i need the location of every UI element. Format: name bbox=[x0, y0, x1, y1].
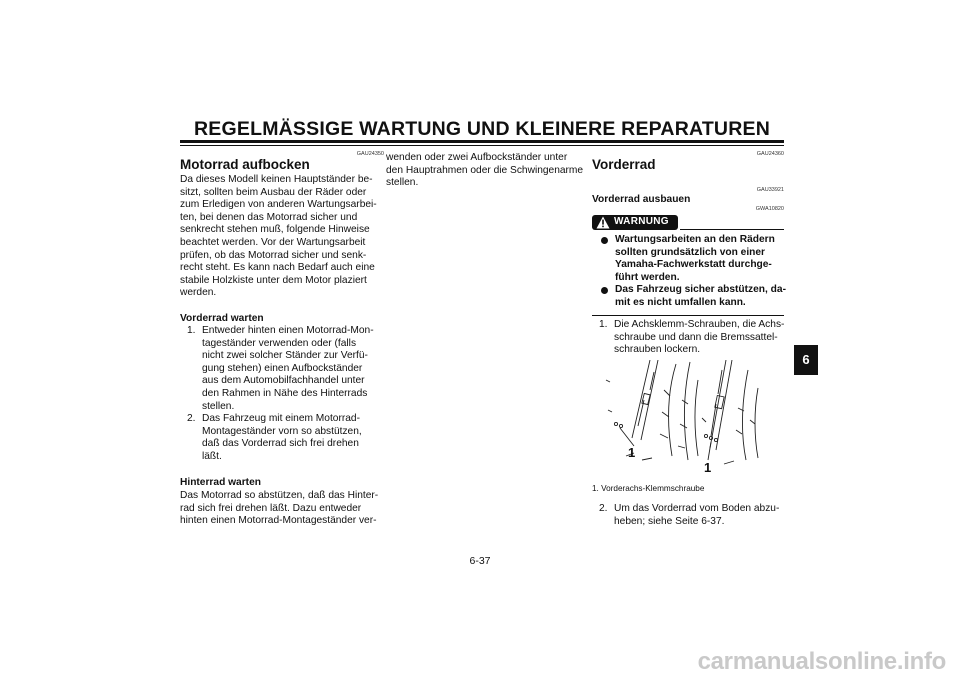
continued-paragraph: wenden oder zwei Aufbockständer unter den Hauptrahmen oder die Schwingenarme stellen. bbox=[386, 152, 584, 189]
warning-label: WARNUNG bbox=[614, 216, 669, 227]
page-number: 6-37 bbox=[469, 555, 491, 567]
watermark: carmanualsonline.info bbox=[697, 648, 946, 675]
subsection-heading-vorderrad-ausbauen: Vorderrad ausbauen bbox=[592, 194, 691, 205]
front-axle-illustration bbox=[598, 360, 778, 480]
rear-paragraph: Das Motorrad so abstützen, daß das Hinter- rad sich frei drehen läßt. Dazu entweder hinten einen Motorrad-Montageständer ver- bbox=[180, 490, 379, 527]
warning-triangle-icon bbox=[596, 216, 610, 229]
page-header-title: REGELMÄSSIGE WARTUNG UND KLEINERE REPARATUREN bbox=[194, 118, 770, 140]
intro-paragraph: Da dieses Modell keinen Hauptständer be- sitzt, sollten beim Ausbau der Räder oder zum Erledigen von anderen Wartungsarbei- ten, bei denen das Motorrad sicher und senkrecht stehen muß, folgende Hinweise beachtet werden. Vor der Wartungsarbeit prüfen, ob das Motorrad sicher und senk- recht steht. Es kann nach Bedarf auch eine stabile Holzkiste unter dem Motor plaziert werden. bbox=[180, 174, 377, 299]
warning-rule bbox=[680, 229, 784, 230]
chapter-tab: 6 bbox=[794, 345, 818, 375]
rear-wheel-heading: Hinterrad warten bbox=[180, 477, 261, 488]
section-code: GAU33921 bbox=[756, 187, 784, 193]
section-heading-vorderrad: Vorderrad bbox=[592, 157, 656, 172]
header-rule bbox=[180, 140, 784, 143]
bullet-icon bbox=[601, 287, 608, 294]
figure-callout-1: 1 bbox=[704, 460, 712, 475]
bullet-icon bbox=[601, 237, 608, 244]
front-wheel-heading: Vorderrad warten bbox=[180, 313, 264, 324]
warning-bottom-rule bbox=[592, 315, 784, 316]
warning-code: GWA10820 bbox=[755, 206, 784, 212]
section-heading-motorrad-aufbocken: Motorrad aufbocken bbox=[180, 157, 310, 172]
header-rule-thin bbox=[180, 145, 784, 146]
section-code: GAU24350 bbox=[356, 151, 384, 157]
section-code: GAU24360 bbox=[756, 151, 784, 157]
figure-callout-1: 1 bbox=[628, 445, 636, 460]
figure-caption: 1. Vorderachs-Klemmschraube bbox=[592, 484, 705, 493]
